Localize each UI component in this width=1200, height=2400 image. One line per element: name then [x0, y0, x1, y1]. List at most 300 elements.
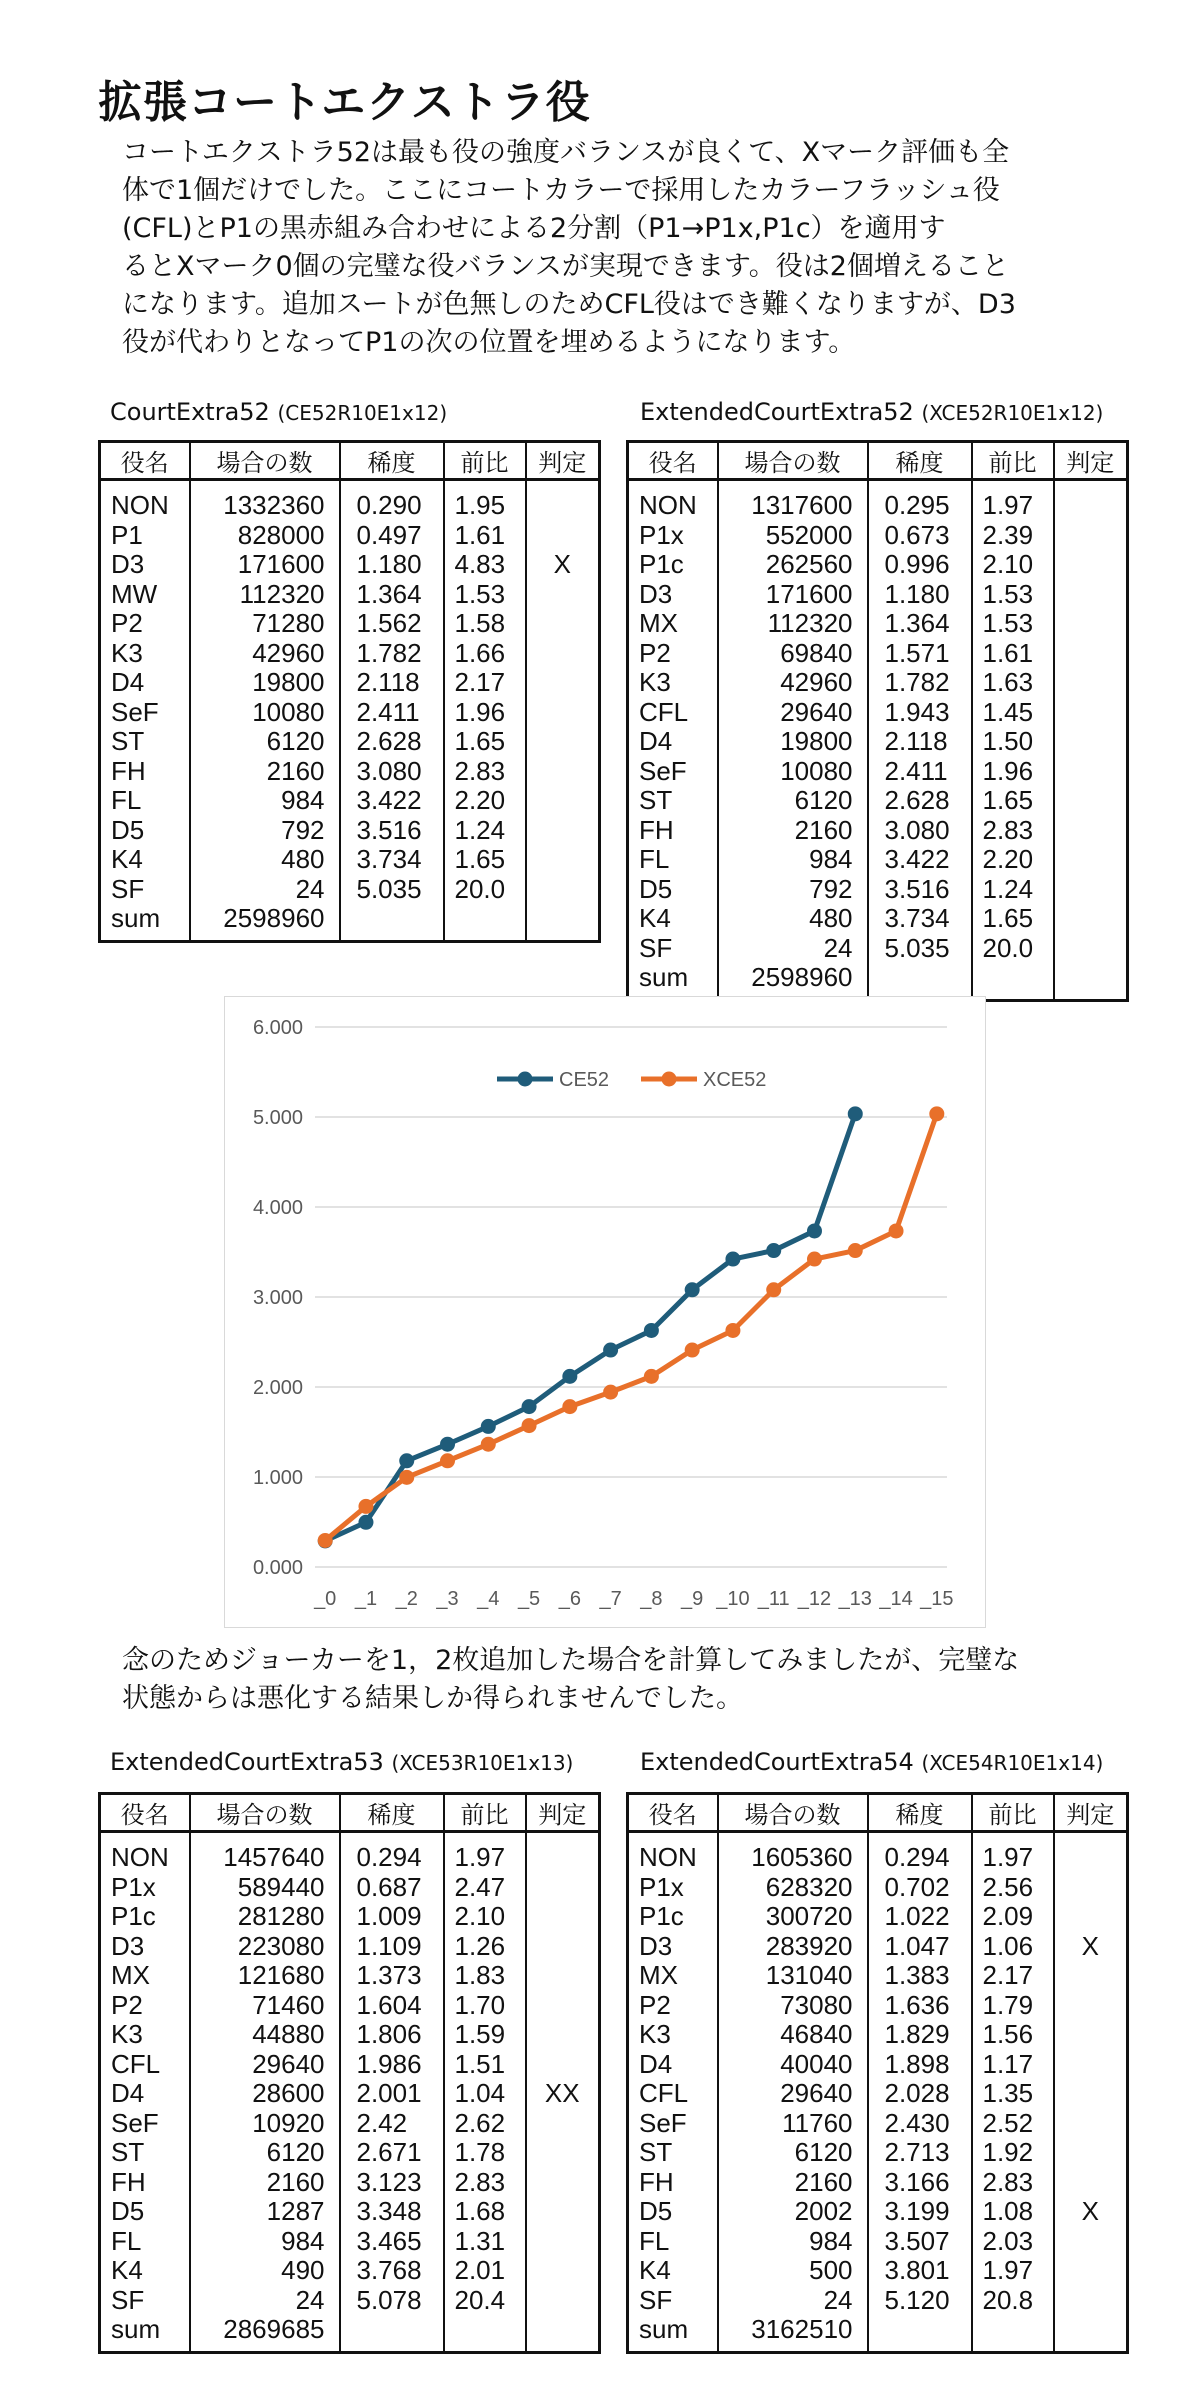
column-header: 前比	[972, 442, 1054, 480]
yaku-name-cell: K4	[111, 844, 143, 874]
count-cell: 171600	[190, 550, 340, 580]
column-header: 前比	[444, 442, 526, 480]
rarity-cell: 1.109	[340, 1932, 444, 1962]
yaku-name-cell: CFL	[639, 696, 689, 727]
ratio-cell: 2.83	[972, 816, 1054, 846]
judgement-cell	[1054, 1902, 1128, 1932]
judgement-cell	[1054, 816, 1128, 846]
ratio-cell: 1.66	[444, 639, 526, 669]
count-cell: 44880	[190, 2020, 340, 2050]
yaku-name-cell: SeF	[639, 2107, 687, 2138]
ratio-cell	[444, 2315, 526, 2352]
rarity-cell: 1.806	[340, 2020, 444, 2050]
data-point	[685, 1343, 700, 1358]
count-cell: 1287	[190, 2197, 340, 2227]
count-cell: 29640	[718, 698, 868, 728]
yaku-name-cell: sum	[111, 2314, 161, 2344]
table-row	[628, 609, 1128, 639]
ratio-cell: 1.59	[444, 2020, 526, 2050]
count-cell: 262560	[718, 550, 868, 580]
ratio-cell: 1.24	[972, 875, 1054, 905]
count-cell: 1332360	[190, 480, 340, 521]
judgement-cell	[1054, 698, 1128, 728]
ratio-cell: 2.10	[972, 550, 1054, 580]
x-tick-label: _11	[757, 1588, 790, 1610]
x-tick-label: _7	[599, 1588, 622, 1610]
ratio-cell: 1.95	[444, 480, 526, 521]
rarity-cell: 1.364	[868, 609, 972, 639]
count-cell: 2160	[718, 2168, 868, 2198]
table-row	[628, 639, 1128, 669]
judgement-cell	[1054, 2168, 1128, 2198]
table-row	[100, 1832, 600, 1873]
rarity-cell: 3.801	[868, 2256, 972, 2286]
table-row	[628, 1961, 1128, 1991]
ratio-cell: 1.06	[972, 1932, 1054, 1962]
column-header: 場合の数	[718, 1794, 868, 1832]
table-row	[628, 1902, 1128, 1932]
count-cell: 6120	[190, 727, 340, 757]
rarity-cell: 1.829	[868, 2020, 972, 2050]
x-tick-label: _15	[920, 1588, 954, 1610]
judgement-cell	[526, 2286, 600, 2316]
judgement-cell	[526, 2020, 600, 2050]
judgement-cell: XX	[526, 2079, 600, 2109]
table-row	[100, 2315, 600, 2352]
judgement-cell	[1054, 1961, 1128, 1991]
table-row	[628, 2315, 1128, 2352]
table-row	[100, 845, 600, 875]
ratio-cell: 2.17	[972, 1961, 1054, 1991]
legend-marker	[662, 1072, 677, 1087]
yaku-name-cell: MX	[639, 1960, 678, 1990]
judgement-cell	[1054, 934, 1128, 964]
ratio-cell: 1.65	[972, 786, 1054, 816]
table-row	[628, 2138, 1128, 2168]
x-tick-label: _13	[838, 1588, 872, 1610]
data-point	[603, 1343, 618, 1358]
table2-code: (XCE52R10E1x12)	[921, 401, 1104, 425]
count-cell: 1457640	[190, 1832, 340, 1873]
intro-line: (CFL)とP1の黒赤組み合わせによる2分割（P1→P1x,P1c）を適用す	[122, 213, 946, 244]
table-court-extra-52	[98, 440, 601, 943]
rarity-cell: 2.628	[868, 786, 972, 816]
intro-line: 役が代わりとなってP1の次の位置を埋めるようになります。	[122, 327, 856, 358]
judgement-cell	[526, 1991, 600, 2021]
count-cell: 984	[718, 845, 868, 875]
table-row	[100, 609, 600, 639]
rarity-cell: 1.047	[868, 1932, 972, 1962]
count-cell: 300720	[718, 1902, 868, 1932]
yaku-name-cell: P1c	[639, 1901, 684, 1931]
count-cell: 40040	[718, 2050, 868, 2080]
count-cell: 828000	[190, 521, 340, 551]
table-row	[628, 480, 1128, 521]
yaku-name-cell: SF	[111, 873, 145, 904]
data-point	[440, 1437, 455, 1452]
judgement-cell	[526, 2227, 600, 2257]
yaku-name-cell: CFL	[639, 2078, 689, 2108]
judgement-cell	[1054, 2079, 1128, 2109]
ratio-cell: 2.62	[444, 2109, 526, 2139]
yaku-name-cell: SF	[639, 2284, 673, 2315]
y-tick-label: 2.000	[252, 1377, 303, 1399]
ratio-cell: 1.31	[444, 2227, 526, 2257]
yaku-name-cell: NON	[111, 490, 169, 520]
ratio-cell: 1.83	[444, 1961, 526, 1991]
table-header-row	[100, 1794, 600, 1832]
count-cell: 792	[718, 875, 868, 905]
count-cell: 490	[190, 2256, 340, 2286]
x-tick-label: _3	[436, 1588, 459, 1610]
count-cell: 42960	[718, 668, 868, 698]
rarity-cell: 2.713	[868, 2138, 972, 2168]
ratio-cell	[972, 963, 1054, 1000]
rarity-cell	[340, 904, 444, 941]
rarity-cell: 3.422	[340, 786, 444, 816]
y-tick-label: 5.000	[252, 1107, 303, 1129]
ratio-cell: 2.83	[444, 2168, 526, 2198]
yaku-name-cell: D4	[639, 726, 673, 756]
y-tick-label: 4.000	[252, 1197, 303, 1219]
yaku-name-cell: NON	[639, 490, 697, 520]
count-cell: 131040	[718, 1961, 868, 1991]
yaku-name-cell: K3	[111, 637, 143, 668]
table4-caption	[640, 1748, 1103, 1776]
ratio-cell: 2.20	[972, 845, 1054, 875]
data-point	[358, 1499, 373, 1514]
table-row	[628, 2079, 1128, 2109]
ratio-cell: 2.83	[444, 757, 526, 787]
judgement-cell: X	[1054, 1932, 1128, 1962]
x-tick-label: _9	[681, 1588, 704, 1610]
count-cell: 2598960	[718, 963, 868, 1000]
yaku-name-cell: D4	[639, 2048, 673, 2079]
yaku-name-cell: SeF	[639, 755, 687, 786]
rarity-cell: 1.009	[340, 1902, 444, 1932]
table-row	[628, 934, 1128, 964]
yaku-name-cell: NON	[111, 1842, 169, 1872]
column-header: 場合の数	[190, 442, 340, 480]
yaku-name-cell: CFL	[111, 2048, 161, 2079]
yaku-name-cell: P1x	[111, 1871, 156, 1902]
table3-name: ExtendedCourtExtra53	[110, 1748, 384, 1776]
table-row	[100, 1961, 600, 1991]
count-cell: 29640	[190, 2050, 340, 2080]
yaku-name-cell: K3	[639, 2019, 671, 2049]
count-cell: 6120	[190, 2138, 340, 2168]
yaku-name-cell: P2	[639, 637, 671, 668]
data-point	[318, 1533, 333, 1548]
count-cell: 2002	[718, 2197, 868, 2227]
table-row	[100, 757, 600, 787]
rarity-cell: 3.080	[868, 816, 972, 846]
judgement-cell	[1054, 2286, 1128, 2316]
table-row	[628, 521, 1128, 551]
table-header-row	[628, 1794, 1128, 1832]
judgement-cell	[526, 2197, 600, 2227]
table-row	[628, 2168, 1128, 2198]
rarity-cell: 3.123	[340, 2168, 444, 2198]
table-row	[100, 2227, 600, 2257]
judgement-cell	[1054, 2020, 1128, 2050]
rarity-cell: 1.180	[340, 550, 444, 580]
table-header-row	[628, 442, 1128, 480]
x-tick-label: _5	[517, 1588, 541, 1610]
rarity-cell: 0.702	[868, 1873, 972, 1903]
table-row	[628, 2256, 1128, 2286]
judgement-cell: X	[526, 550, 600, 580]
table-row	[100, 904, 600, 941]
ratio-cell: 1.97	[972, 480, 1054, 521]
table4-code: (XCE54R10E1x14)	[921, 1751, 1104, 1775]
rarity-cell: 2.118	[340, 668, 444, 698]
yaku-name-cell: D5	[639, 873, 673, 904]
rarity-cell: 0.687	[340, 1873, 444, 1903]
rarity-cell: 2.001	[340, 2079, 444, 2109]
rarity-cell: 1.364	[340, 580, 444, 610]
judgement-cell	[526, 816, 600, 846]
ratio-cell: 1.45	[972, 698, 1054, 728]
yaku-name-cell: FL	[111, 785, 142, 815]
column-header: 役名	[100, 1794, 190, 1832]
ratio-cell: 1.51	[444, 2050, 526, 2080]
rarity-cell: 5.078	[340, 2286, 444, 2316]
yaku-name-cell: D5	[639, 2196, 673, 2226]
yaku-name-cell: ST	[639, 2137, 673, 2167]
table-row	[100, 1991, 600, 2021]
yaku-name-cell: P1c	[639, 549, 684, 579]
count-cell: 223080	[190, 1932, 340, 1962]
ratio-cell: 1.61	[444, 521, 526, 551]
ratio-cell: 1.04	[444, 2079, 526, 2109]
judgement-cell	[1054, 757, 1128, 787]
table1-code: (CE52R10E1x12)	[277, 401, 448, 425]
ratio-cell: 2.52	[972, 2109, 1054, 2139]
yaku-name-cell: MX	[639, 608, 678, 638]
ratio-cell: 1.96	[444, 698, 526, 728]
judgement-cell	[526, 2168, 600, 2198]
count-cell: 2869685	[190, 2315, 340, 2352]
yaku-name-cell: D4	[111, 667, 145, 697]
count-cell: 2160	[190, 2168, 340, 2198]
rarity-cell: 2.671	[340, 2138, 444, 2168]
table-extended-court-extra-53	[98, 1792, 601, 2354]
table3-caption	[110, 1748, 573, 1776]
rarity-cell: 1.782	[868, 668, 972, 698]
table-extended-court-extra-54	[626, 1792, 1129, 2354]
ratio-cell: 1.97	[972, 1832, 1054, 1873]
yaku-name-cell: SF	[639, 932, 673, 963]
rarity-cell: 0.497	[340, 521, 444, 551]
data-point	[562, 1369, 577, 1384]
count-cell: 10920	[190, 2109, 340, 2139]
yaku-name-cell: P2	[639, 1989, 671, 2020]
count-cell: 10080	[190, 698, 340, 728]
chart-svg	[225, 997, 985, 1627]
yaku-name-cell: SeF	[111, 696, 159, 727]
ratio-cell: 20.0	[972, 934, 1054, 964]
count-cell: 589440	[190, 1873, 340, 1903]
data-point	[725, 1323, 740, 1338]
judgement-cell	[1054, 2109, 1128, 2139]
count-cell: 112320	[190, 580, 340, 610]
data-point	[481, 1437, 496, 1452]
intro-line: になります。追加スートが色無しのためCFL役はでき難くなりますが、D3	[122, 289, 1016, 320]
rarity-cell	[340, 2315, 444, 2352]
rarity-cell: 3.422	[868, 845, 972, 875]
data-point	[562, 1399, 577, 1414]
judgement-cell	[526, 904, 600, 941]
yaku-name-cell: FL	[639, 2225, 670, 2256]
x-tick-label: _6	[558, 1588, 581, 1610]
intro-line: 体で1個だけでした。ここにコートカラーで採用したカラーフラッシュ役	[122, 175, 1000, 206]
rarity-cell: 3.768	[340, 2256, 444, 2286]
table-row	[628, 2286, 1128, 2316]
x-tick-label: _12	[797, 1588, 832, 1610]
count-cell: 24	[190, 875, 340, 905]
rarity-line-chart	[224, 996, 986, 1628]
ratio-cell: 1.53	[444, 580, 526, 610]
table-row	[628, 727, 1128, 757]
judgement-cell	[526, 1873, 600, 1903]
column-header: 稀度	[868, 1794, 972, 1832]
rarity-cell: 0.673	[868, 521, 972, 551]
ratio-cell: 1.65	[972, 904, 1054, 934]
yaku-name-cell: D5	[111, 814, 145, 845]
judgement-cell	[526, 480, 600, 521]
table-row	[100, 668, 600, 698]
note-line: 状態からは悪化する結果しか得られませんでした。	[122, 1683, 743, 1714]
rarity-cell: 1.986	[340, 2050, 444, 2080]
data-point	[725, 1252, 740, 1267]
rarity-cell: 3.516	[340, 816, 444, 846]
judgement-cell	[1054, 963, 1128, 1000]
count-cell: 42960	[190, 639, 340, 669]
yaku-name-cell: K3	[639, 667, 671, 697]
judgement-cell	[1054, 480, 1128, 521]
rarity-cell: 3.348	[340, 2197, 444, 2227]
data-point	[522, 1418, 537, 1433]
ratio-cell: 1.35	[972, 2079, 1054, 2109]
data-point	[522, 1399, 537, 1414]
table-row	[628, 1873, 1128, 1903]
table-row	[628, 2020, 1128, 2050]
count-cell: 46840	[718, 2020, 868, 2050]
table-row	[100, 639, 600, 669]
judgement-cell	[526, 875, 600, 905]
count-cell: 171600	[718, 580, 868, 610]
column-header: 稀度	[868, 442, 972, 480]
rarity-cell: 0.996	[868, 550, 972, 580]
yaku-name-cell: K4	[639, 2255, 671, 2285]
data-point	[603, 1385, 618, 1400]
data-point	[685, 1282, 700, 1297]
y-tick-label: 3.000	[252, 1287, 303, 1309]
column-header: 役名	[628, 1794, 718, 1832]
judgement-cell	[526, 727, 600, 757]
judgement-cell	[1054, 639, 1128, 669]
judgement-cell	[1054, 904, 1128, 934]
x-tick-label: _8	[640, 1588, 663, 1610]
yaku-name-cell: D3	[111, 1930, 145, 1961]
ratio-cell: 1.50	[972, 727, 1054, 757]
column-header: 判定	[1054, 1794, 1128, 1832]
judgement-cell	[526, 2050, 600, 2080]
table1-caption	[110, 398, 447, 426]
table-row	[100, 1873, 600, 1903]
table-row	[628, 2227, 1128, 2257]
count-cell: 480	[190, 845, 340, 875]
count-cell: 24	[718, 934, 868, 964]
count-cell: 480	[718, 904, 868, 934]
judgement-cell	[526, 1832, 600, 1873]
judgement-cell	[526, 521, 600, 551]
rarity-cell: 2.42	[340, 2109, 444, 2139]
rarity-cell: 1.373	[340, 1961, 444, 1991]
judgement-cell	[526, 757, 600, 787]
judgement-cell	[1054, 2256, 1128, 2286]
yaku-name-cell: ST	[111, 726, 145, 756]
judgement-cell: X	[1054, 2197, 1128, 2227]
yaku-name-cell: P2	[111, 1989, 143, 2020]
ratio-cell: 1.79	[972, 1991, 1054, 2021]
ratio-cell: 1.78	[444, 2138, 526, 2168]
rarity-cell: 1.383	[868, 1961, 972, 1991]
data-point	[766, 1243, 781, 1258]
rarity-cell: 1.782	[340, 639, 444, 669]
data-point	[399, 1453, 414, 1468]
yaku-name-cell: K4	[639, 903, 671, 933]
count-cell: 29640	[718, 2079, 868, 2109]
rarity-cell: 1.898	[868, 2050, 972, 2080]
data-point	[399, 1470, 414, 1485]
table-row	[100, 480, 600, 521]
rarity-cell: 3.166	[868, 2168, 972, 2198]
ratio-cell: 20.4	[444, 2286, 526, 2316]
table-row	[100, 698, 600, 728]
count-cell: 10080	[718, 757, 868, 787]
ratio-cell: 2.83	[972, 2168, 1054, 2198]
table-row	[100, 2109, 600, 2139]
count-cell: 984	[190, 2227, 340, 2257]
ratio-cell: 2.56	[972, 1873, 1054, 1903]
legend-label: CE52	[559, 1069, 610, 1091]
column-header: 場合の数	[190, 1794, 340, 1832]
yaku-name-cell: P1c	[111, 1901, 156, 1931]
table-row	[628, 698, 1128, 728]
judgement-cell	[526, 1902, 600, 1932]
table-row	[628, 1832, 1128, 1873]
yaku-name-cell: FH	[639, 2166, 674, 2197]
table-row	[628, 786, 1128, 816]
column-header: 役名	[628, 442, 718, 480]
ratio-cell: 1.08	[972, 2197, 1054, 2227]
table-row	[628, 1991, 1128, 2021]
table-row	[100, 727, 600, 757]
rarity-cell	[868, 963, 972, 1000]
judgement-cell	[526, 1961, 600, 1991]
column-header: 役名	[100, 442, 190, 480]
count-cell: 628320	[718, 1873, 868, 1903]
count-cell: 500	[718, 2256, 868, 2286]
judgement-cell	[1054, 1873, 1128, 1903]
table-extended-court-extra-52	[626, 440, 1129, 1002]
ratio-cell: 1.53	[972, 609, 1054, 639]
count-cell: 11760	[718, 2109, 868, 2139]
table-row	[628, 550, 1128, 580]
rarity-cell: 2.118	[868, 727, 972, 757]
